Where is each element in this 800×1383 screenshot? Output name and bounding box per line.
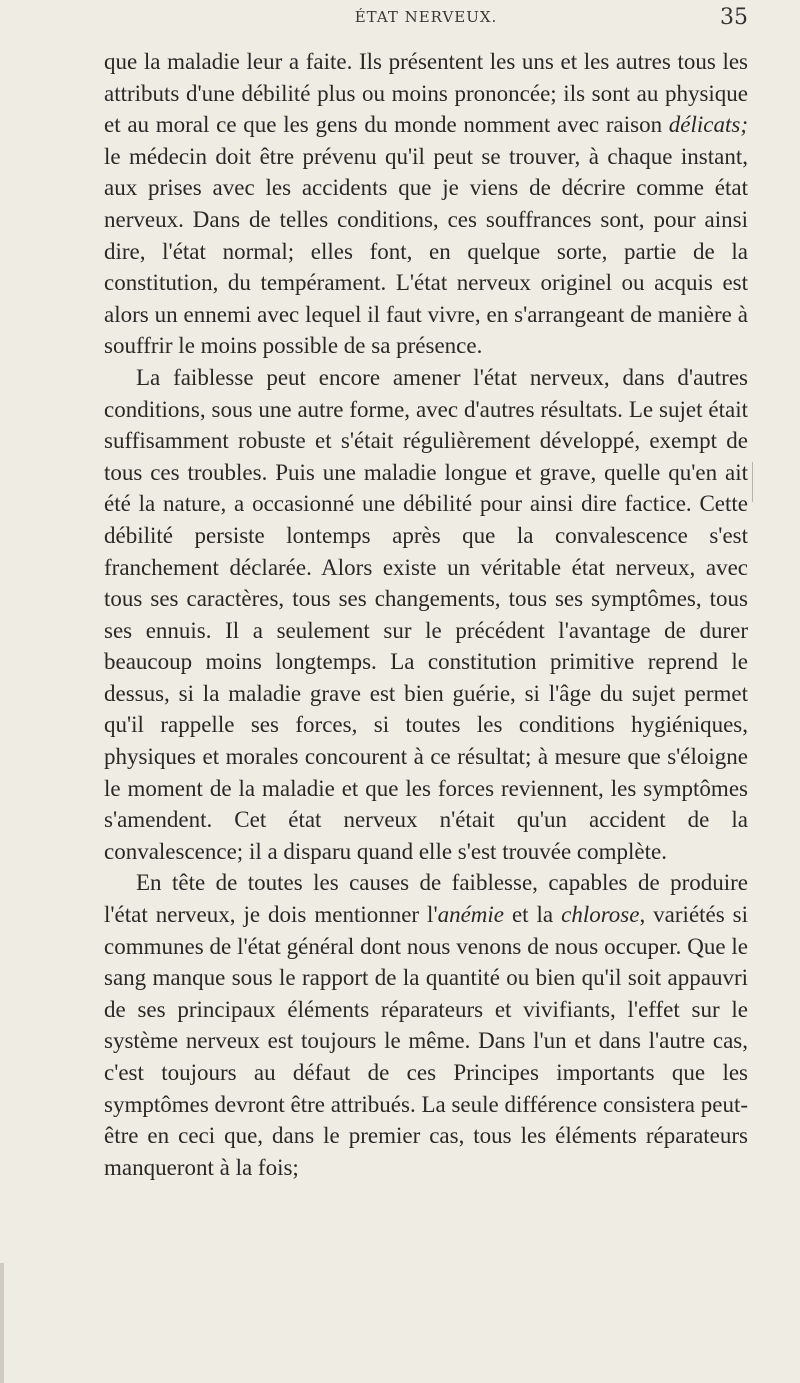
paragraph-1 [104, 46, 748, 362]
text-run: le médecin doit être prévenu qu'il peut se trouver, à chaque instant, aux prises avec les accidents que je viens de décrire comme état nerveux. Dans de telles conditions, ces souffrances sont, pour ainsi dire, l'état normal; elles font, en quelque sorte, partie de la constitution, du tempérament. L'état nerveux originel ou acquis est alors un ennemi avec lequel il faut vivre, en s'arrangeant de manière à souffrir le moins possible de sa présence. [104, 143, 748, 359]
running-title: ÉTAT NERVEUX. [354, 8, 498, 26]
italic-term: chlorose [561, 902, 640, 928]
margin-ink-mark [752, 462, 753, 502]
page-edge-shadow [0, 1263, 4, 1383]
paragraph-3 [104, 867, 748, 1183]
text-run: et la [504, 902, 562, 928]
italic-term: anémie [437, 902, 505, 928]
body-text [104, 46, 748, 1183]
italic-term: délicats; [668, 112, 748, 138]
paragraph-2 [104, 362, 748, 868]
page-header [104, 5, 748, 38]
text-run: que la maladie leur a faite. Ils présentent les uns et les autres tous les attributs d'une débilité plus ou moins prononcée; ils sont au physique et au moral ce que les gens du monde nomment avec raison [104, 49, 748, 138]
text-run: La faiblesse peut encore amener l'état nerveux, dans d'autres conditions, sous une autre forme, avec d'autres résultats. Le sujet était suffisamment robuste et s'était régulièrement développé, exempt de tous ces troubles. Puis une maladie longue et grave, quelle qu'en ait été la nature, a occasionné une débilité pour ainsi dire factice. Cette débilité persiste lontemps après que la convalescence s'est franchement déclarée. Alors existe un véritable état nerveux, avec tous ses caractères, tous ses changements, tous ses symptômes, tous ses ennuis. Il a seulement sur le précédent l'avantage de durer beaucoup moins longtemps. La constitution primitive reprend le dessus, si la maladie grave est bien guérie, si l'âge du sujet permet qu'il rappelle ses forces, si toutes les conditions hygiéniques, physiques et morales concourent à ce résultat; à mesure que s'éloigne le moment de la maladie et que les forces reviennent, les symptômes s'amendent. Cet état nerveux n'était qu'un accident de la convalescence; il a disparu quand elle s'est trouvée complète. [104, 364, 748, 864]
text-run: En tête de toutes les causes de faiblesse, capables de produire l'état nerveux, je dois mentionner l' [104, 870, 748, 928]
page-number: 35 [720, 5, 748, 30]
text-run: , variétés si communes de l'état général dont nous venons de nous occuper. Que le sang manque sous le rapport de la quantité ou bien qu'il soit appauvri de ses principaux éléments réparateurs et vivifiants, l'effet sur le système nerveux est toujours le même. Dans l'un et dans l'autre cas, c'est toujours au défaut de ces Principes importants que les symptômes devront être attribués. La seule différence consistera peut-être en ceci que, dans le premier cas, tous les éléments réparateurs manqueront à la fois; [104, 902, 749, 1180]
